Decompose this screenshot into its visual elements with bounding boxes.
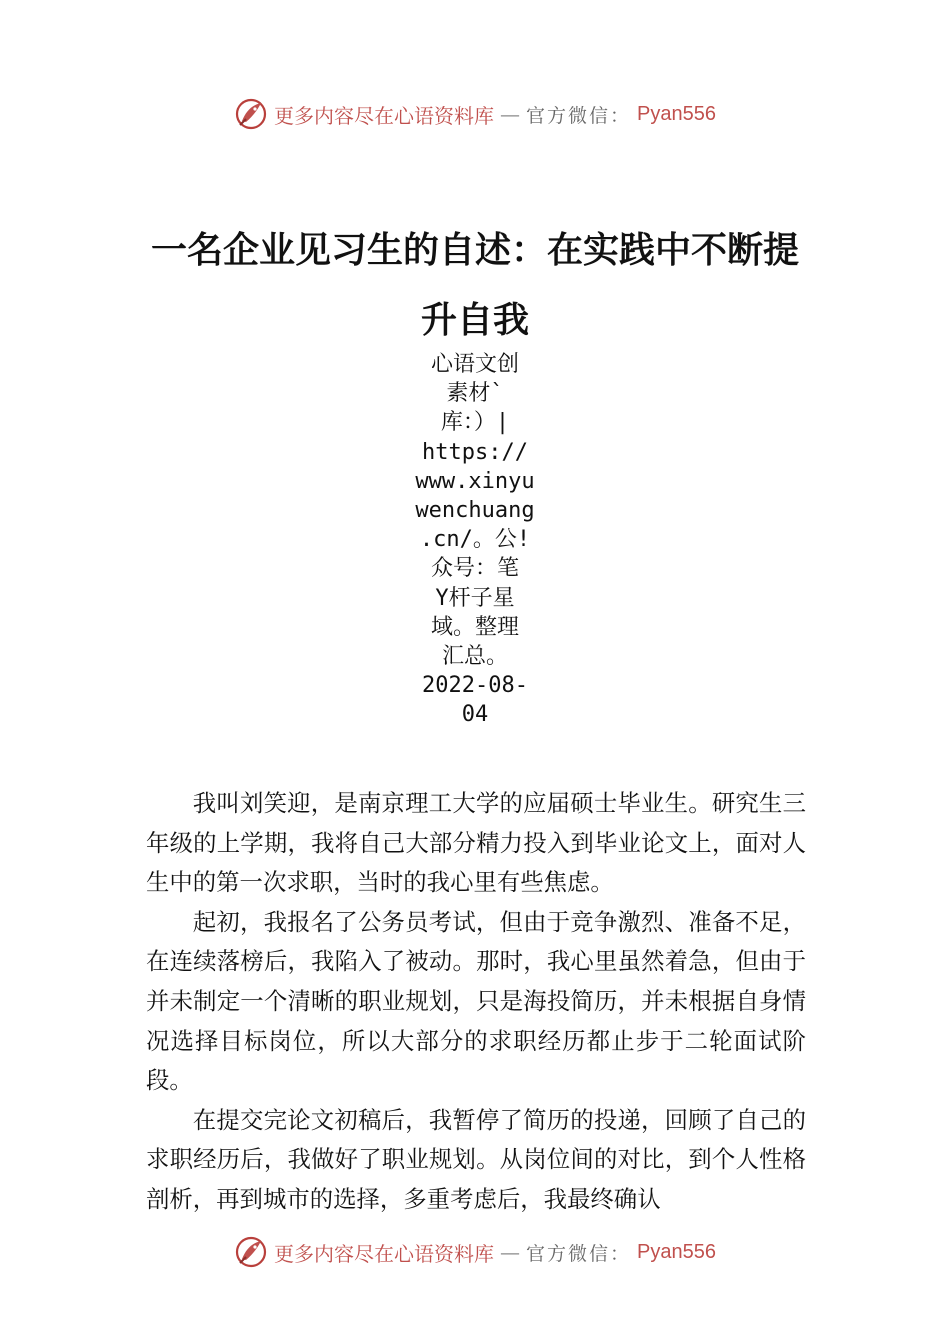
meta-line: www.xinyu	[415, 468, 535, 494]
banner-separator: —	[500, 102, 520, 126]
body-paragraph: 我叫刘笑迎，是南京理工大学的应届硕士毕业生。研究生三年级的上学期，我将自己大部分精力投入到毕业论文上，面对人生中的第一次求职，当时的我心里有些焦虑。	[146, 789, 806, 897]
article-body	[146, 784, 806, 1220]
source-meta-block	[400, 350, 550, 730]
body-paragraph: 起初，我报名了公务员考试，但由于竞争激烈、准备不足，在连续落榜后，我陷入了被动。那时，我心里虽然着急，但由于并未制定一个清晰的职业规划，只是海投简历，并未根据自身情况选择目标岗位，所以大部分的求职经历都止步于二轮面试阶段。	[146, 907, 806, 1095]
banner-wechat-id: Pyan556	[637, 102, 716, 125]
meta-line: 素材`	[446, 381, 504, 407]
header-banner	[0, 94, 950, 134]
document-title-line-2: 升自我	[420, 299, 529, 341]
footer-banner	[0, 1232, 950, 1272]
meta-line: .cn/。公!	[419, 527, 531, 553]
meta-line: wenchuang	[415, 498, 535, 524]
meta-line: 域。整理	[430, 614, 519, 640]
banner-wechat-label: 官方微信：	[526, 104, 632, 127]
banner-separator: —	[500, 1240, 520, 1264]
meta-line: 心语文创	[430, 352, 519, 377]
meta-line: 众号：笔	[430, 556, 519, 582]
pen-nib-logo-icon	[234, 1235, 268, 1269]
meta-line: 04	[461, 702, 489, 728]
meta-line: 2022-08-	[422, 673, 528, 699]
banner-wechat-id: Pyan556	[637, 1240, 716, 1263]
meta-line: 汇总。	[441, 644, 508, 670]
document-title-line-1: 一名企业见习生的自述：在实践中不断提	[150, 229, 799, 271]
banner-text: 更多内容尽在心语资料库	[274, 103, 494, 128]
banner-text: 更多内容尽在心语资料库	[274, 1241, 494, 1266]
banner-wechat-label: 官方微信：	[526, 1242, 632, 1265]
pen-nib-logo-icon	[234, 97, 268, 131]
meta-line: 库：）|	[440, 410, 510, 436]
body-paragraph: 在提交完论文初稿后，我暂停了简历的投递，回顾了自己的求职经历后，我做好了职业规划。从岗位间的对比，到个人性格剖析，再到城市的选择，多重考虑后，我最终确认	[146, 1105, 806, 1213]
meta-line: Y杆子星	[435, 585, 515, 611]
meta-line: https://	[422, 439, 528, 465]
